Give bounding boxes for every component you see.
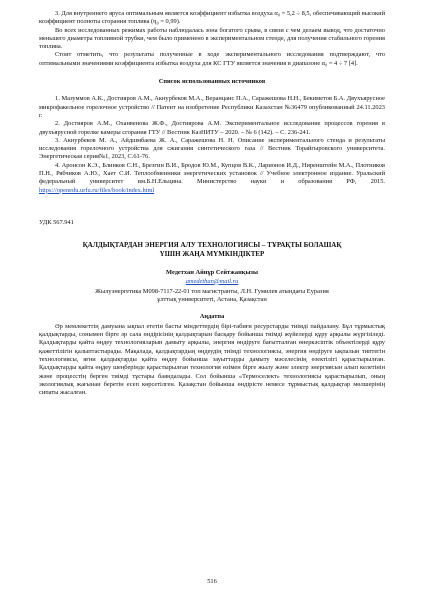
reference-item-2: 2. Достияров А.М., Оханвенова Ж.Ф., Достиярова А.М. Экспериментальное исследование процессов горения в двухъярусной горелке камеры сгорания ГТУ // Вестник КазНИТУ – 2020. – № 6 (142). – С. 236-241. <box>39 120 385 136</box>
article-title-line-1: ҚАЛДЫҚТАРДАН ЭНЕРГИЯ АЛУ ТЕХНОЛОГИЯСЫ – ТҰРАҚТЫ БОЛАШАҚ <box>82 241 342 250</box>
affiliation-line-2: ұлттық университеті, Астана, Қазақстан <box>157 296 267 304</box>
affiliation-line-1: Жылуэнергетика М098-7117-22-01 топ магистранты, Л.Н. Гумилев атындағы Еуразия <box>95 287 329 295</box>
intro-paragraph-2: Во всех исследованных режимах работы наблюдалась зона богатого срыва, в связи с чем делаем вывод, что достаточно меньшего диаметра топливной трубки, чем было применено в экспериментальном стенде, для получения стабильного горения топлива. <box>39 26 385 51</box>
article-title-line-2: ҮШІН ЖАҢА МҮМКІНДІКТЕР <box>159 250 265 259</box>
intro-paragraph-1: 3. Для внутреннего яруса оптимальным является коэффициент избытка воздуха α₀ = 5,2 ÷ 8,5, обеспечивающий высокий коэффициент полноты сгорания топлива (η₀ = 0,99). <box>39 10 385 26</box>
author-email-link[interactable]: amedethan@mail.ru <box>185 277 239 285</box>
author-name: Медетхан Айнұр Сейтжанқызы <box>166 269 258 277</box>
intro-paragraph-3: Стоит отметить, что результаты полученные в ходе экспериментального исследования подтверждают, что оптимальными значениями коэффициента избытка воздуха для КС ГТУ является значения в диапазоне α₀ = 4 ÷ 7 [4]. <box>39 51 385 67</box>
abstract-text: Әр мемлекеттің дамуына ықпал ететін басты міндеттердің бірі-табиғи ресурстарды тиімді пайдалану. Бұл тұрмыстық қалдықтарды, сонымен бірге әр сала өндірісінің қалдықтарын басқару бойынша тиімді жүйелерді құру арқылы жүргізіледі. Қалдықтарды қайта өңдеу технологияларын дамыту арқылы, энергия өндіруге бағытталған өнеркәсіптік объектілерді құру қажеттілігін қалыптастырады. Мақалада, қалдықтардың өңдеудің тиімді технологиясы, энергия өндіруге ықпалын типтегін технологиясы, яғни қалдықтарды қайта өңдеу бойынша зауыттарды дамыту мәселесінің өзектілігі қарастырылған. Қалдықтарды қайта өңдеу шеңберінде қарастырылған технология өзімен бірге жылу және электр энергиясын алып келетінін және процесстің берген тиімді тұстары баяндалады. Сол бойынша «Термоселект» технологиясы қарастырылып, оның экологиялық жағынан беретін есеп көрсетілген. Қазақстан бойынша өндірісте немесе тұрмыстық қалдықтар мөлшерінің сипаты жасалған. <box>39 322 385 397</box>
reference-item-3: 3. Акнурбеков М. А., Айдшмбаева Ж. А., Саражешова Н. Н. Описание экспериментального стенда и результаты исследования горелочного устройства для сжигания синтетического газа // Вестник Торайгыровского университета. Энергетическая серия№1, 2023, С.61-76. <box>39 136 385 161</box>
references-title: Список использованных источников <box>158 78 266 86</box>
reference-item-1: 1. Мазуммов А.К., Достияров А.М., Акнурбеков М.А., Веранцаис П.А., Саражешова Н.Н., Бекиметов Б.А. Двухъярусное микрофакельное горелочное устройство // Патент на изобретение Республики Казахстан №36479 опубликованный 24.11.2023 г. <box>39 95 385 119</box>
page-number: 516 <box>207 578 217 585</box>
abstract-title: Аңдатпа <box>199 313 225 321</box>
udc-code: УДК 567.941 <box>39 218 74 226</box>
reference-item-4-text: 4. Аронсон К.Э., Блинков С.Н., Брезгин В.И., Бродов Ю.М., Купцов В.К., Ларионов И.Д., Ниренштейн М.А., Плотников П.Н., Рябчиков А.Ю., Хает С.И. Теплообменники энергетических установок // Учебное электронное издание. Уральский федеральный университет им.Б.Н.Ельцина. Министерство науки и образования РФ, 2015. <box>39 161 385 186</box>
reference-link[interactable]: https://openedu.urfu.ru/files/book/index.html <box>39 186 155 194</box>
article-title <box>39 241 385 259</box>
author-affiliation <box>39 288 385 305</box>
reference-item-4 <box>39 162 385 195</box>
